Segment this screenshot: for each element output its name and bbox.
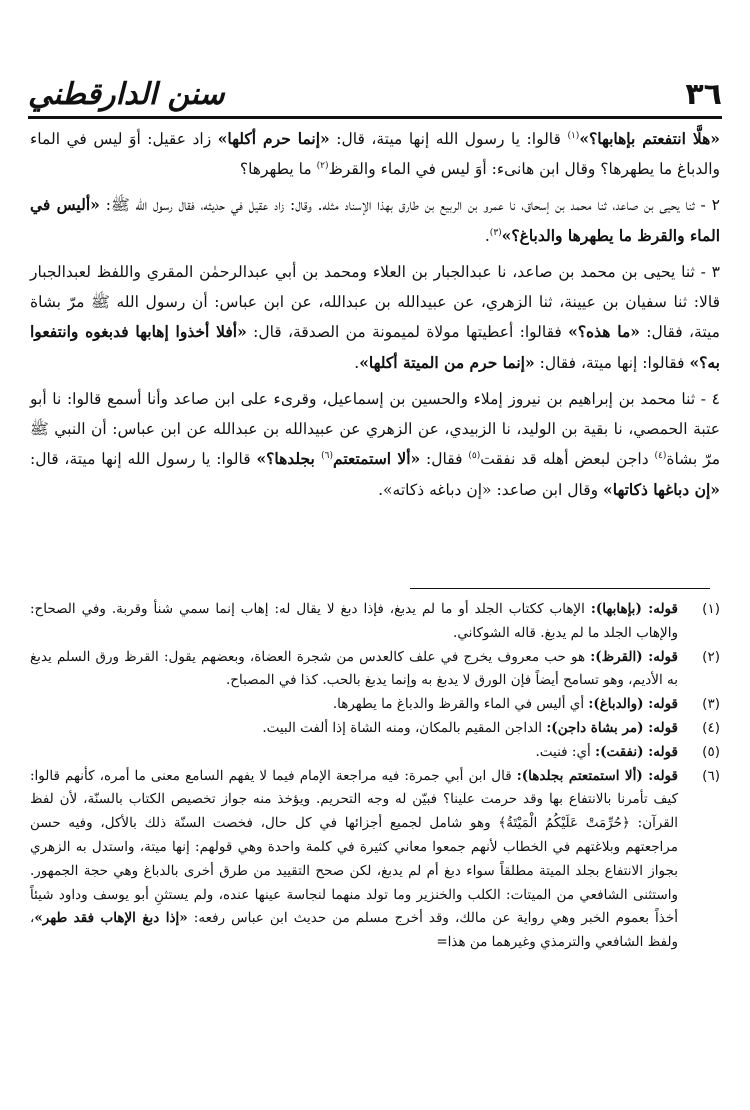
text-run: ٢ - ثنا يحيى بن صاعد، ثنا محمد بن إسحاق، نا عمرو بن الربيع بن طارق بهذا الإسناد مثله. وقال: زاد عقيل في حديثه، فقال رسول الله ﷺ:	[99, 196, 720, 214]
footnote-text: أي أليس في الماء والقرظ والدباغ ما يطهرها.	[332, 696, 589, 713]
text-run: ما يطهرها؟	[239, 159, 317, 178]
footnote-marker: (١)	[702, 601, 720, 617]
footnote-text: أي: فنيت.	[535, 743, 596, 760]
paragraph-1-continuation	[30, 124, 720, 184]
footnote-text: الإهاب ككتاب الجلد أو ما لم يدبغ، فإذا دبغ لا يقال له: إهاب إنما سمي شنأ وقربة. وفي الصحاح: والإهاب الجلد ما لم يدبغ. قاله الشوكاني.	[30, 601, 678, 641]
footnote-4	[30, 717, 720, 741]
hadith-quote: «هلَّا انتفعتم بإهابها؟»	[579, 129, 720, 148]
footnote-ref-4[interactable]: (٤)	[654, 450, 667, 461]
hadith-2	[30, 190, 720, 251]
footnote-label: قوله: (بإهابها):	[590, 601, 678, 617]
hadith-quote: «إن دباغها ذكاتها»	[603, 479, 720, 499]
footnote-marker: (٣)	[702, 696, 720, 713]
footnote-1	[30, 598, 720, 646]
hadith-quote: «إنما حرم أكلها»	[217, 129, 330, 148]
footnote-ref-3[interactable]: (٣)	[489, 227, 502, 238]
footnote-body	[30, 646, 678, 694]
hadith-quote: «ألا استمتعتم	[333, 449, 421, 468]
text-run: ٣ - ثنا يحيى بن محمد بن صاعد، نا عبدالجبار بن العلاء ومحمد بن أبي عبدالرحمٰن المقري واللفظ لعبدالجبار قالا: ثنا سفيان بن عيينة، ثنا الزهري، عن عبيدالله بن عبدالله، عن ابن عباس: أن رسول الله ﷺ مرّ بشاة ميتة، فقال:	[30, 263, 720, 341]
hadith-quote: «ما هذه؟»	[568, 322, 640, 341]
text-run: فقالوا: إنها ميتة، فقال:	[534, 353, 690, 372]
text-run: قالوا: يا رسول الله إنها ميتة، قال:	[30, 450, 257, 468]
text-run: وقال ابن صاعد: «إن دباغه ذكاته».	[378, 480, 604, 499]
footnote-label: قوله: (القرظ):	[590, 648, 678, 665]
footnote-body	[30, 765, 678, 955]
footnote-label: قوله: (نفقت):	[595, 743, 678, 760]
book-title: سنن الدارقطني	[28, 76, 225, 112]
text-run: زاد عقيل: أوَ ليس في الماء والدباغ ما يطهرها؟ وقال ابن هانىء: أوَ ليس في الماء والقرظ	[30, 130, 720, 178]
footnote-marker: (٦)	[702, 767, 720, 784]
text-run: .	[484, 226, 490, 245]
footnote-text: الداجن المقيم بالمكان، ومنه الشاة إذا ألفت البيت.	[262, 719, 547, 736]
text-run: .	[354, 353, 360, 372]
footnote-body	[30, 717, 678, 741]
footnote-6	[30, 765, 720, 955]
footnote-ref-5[interactable]: (٥)	[468, 450, 481, 461]
page-header	[28, 72, 722, 116]
text-run: داجن لبعض أهله قد نفقت	[480, 450, 655, 468]
footnote-text: ، ولفظ الشافعي والترمذي وغيرهما من هذا=	[30, 910, 678, 951]
page-number: ٣٦	[685, 76, 722, 112]
footnote-text: قال ابن أبي جمرة: فيه مراجعة الإمام فيما لا يفهم السامع معنى ما أمره، كأنهم قالوا: كيف تأمرنا بالانتفاع بها وقد حرمت علينا؟ فبيّن له وجه التحريم. ويؤخذ منه جواز تخصيص الكتاب بالسنّة، لأن لفظ القرآن: ﴿حُرِّمَتْ عَلَيْكُمُ الْمَيْتَةُ﴾ وهو شامل لجميع أجزائها في كل حال، فخصت السنّة ذلك بالأكل، وفيه حسن مراجعتهم وبلاغتهم في الخطاب لأنهم جمعوا معاني كثيرة في كلمة واحدة وهي قولهم: إنها ميتة، واستدل به الزهري بجواز الانتفاع بجلد الميتة مطلقاً سواء دبغ أم لم يدبغ، لكن صحح التقييد من طرق أخرى بالدباغ وهي حجة الجمهور. واستثنى الشافعي من الميتات: الكلب والخنزير وما تولد منهما لنجاسة عينها عنده، ولم يستثنِ أبو يوسف وداود شيئاً أخذاً بعموم الخبر وهي رواية عن مالك، وقد أخرج مسلم من حديث ابن عباس رفعه:	[30, 767, 678, 927]
footnote-body	[30, 741, 678, 765]
footnote-ref-2[interactable]: (٢)	[316, 160, 329, 171]
main-text	[30, 124, 720, 512]
footnote-2	[30, 646, 720, 694]
hadith-quote: «إذا دبغ الإهاب فقد طهر»	[34, 910, 188, 927]
footnote-marker: (٤)	[702, 719, 720, 736]
footnote-label: قوله: (والدباغ):	[588, 696, 678, 713]
header-divider	[28, 116, 722, 119]
hadith-quote: «أفلا أخذوا إهابها فدبغوه وانتفعوا به؟»	[30, 322, 720, 372]
text-run: فقال:	[420, 450, 469, 468]
hadith-quote: «أليس في الماء والقرظ ما يطهرها والدباغ؟»	[30, 195, 720, 245]
hadith-quote: بجلدها؟»	[256, 449, 322, 468]
hadith-3	[30, 258, 720, 378]
footnote-divider	[410, 588, 710, 589]
hadith-quote: «إنما حرم من الميتة أكلها»	[359, 352, 535, 372]
footnote-ref-6[interactable]: (٦)	[321, 450, 334, 461]
footnote-body	[30, 598, 678, 646]
footnote-body	[30, 693, 678, 717]
footnote-text: هو حب معروف يخرج في علف كالعدس من شجرة العضاة، وبعضهم يقول: القرظ ورق السلم يدبغ به الأديم، وهو تسامح أيضاً فإن الورق لا يدبغ به وإنما يدبغ بالحب. كذا في المصباح.	[30, 648, 678, 689]
footnote-label: قوله: (مر بشاة داجن):	[546, 719, 678, 736]
text-run: فقالوا: أعطيتها مولاة لميمونة من الصدقة، قال:	[246, 323, 569, 341]
footnote-marker: (٥)	[702, 743, 720, 760]
text-run: قالوا: يا رسول الله إنها ميتة، قال:	[329, 130, 568, 148]
footnote-marker: (٢)	[702, 648, 720, 665]
footnotes	[30, 598, 720, 955]
footnote-label: قوله: (ألا استمتعتم بجلدها):	[516, 767, 678, 784]
hadith-4	[30, 385, 720, 505]
footnote-ref-1[interactable]: (١)	[567, 130, 580, 141]
text-run: ٤ - ثنا محمد بن إبراهيم بن نيروز إملاء والحسين بن إسماعيل، وقرىء على ابن صاعد وأنا أسمع قالوا: نا أبو عتبة الحمصي، نا بقية بن الوليد، نا الزبيدي، عن الزهري عن عبيدالله بن عبدالله عن ابن عباس: أن النبي ﷺ مرّ بشاة	[30, 390, 721, 468]
footnote-3	[30, 693, 720, 717]
footnote-5	[30, 741, 720, 765]
